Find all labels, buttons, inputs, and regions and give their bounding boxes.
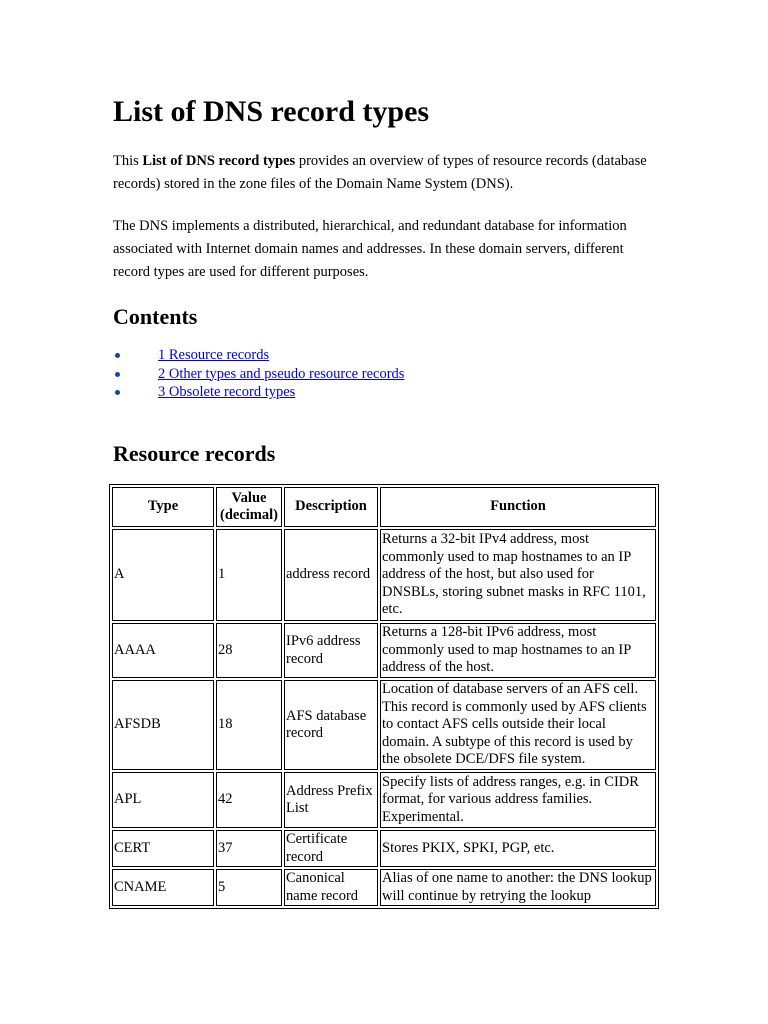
cell-type: AFSDB: [112, 680, 214, 770]
table-of-contents: [113, 346, 404, 402]
cell-function: Returns a 128-bit IPv6 address, most commonly used to map hostnames to an IP address of the host.: [380, 623, 656, 678]
cell-description: Address Prefix List: [284, 772, 378, 828]
page-title: List of DNS record types: [113, 95, 430, 128]
cell-function: Returns a 32-bit IPv4 address, most commonly used to map hostnames to an IP address of the host, but also used for DNSBLs, storing subnet masks in RFC 1101, etc.: [380, 529, 656, 621]
cell-value: 42: [216, 772, 282, 828]
cell-description: address record: [284, 529, 378, 621]
intro-prefix: This: [113, 153, 143, 169]
cell-function: Stores PKIX, SPKI, PGP, etc.: [380, 830, 656, 867]
table-row: [112, 830, 656, 867]
cell-type: CERT: [112, 830, 214, 867]
intro-suffix: provides an overview of types of resource records (database records) stored in the zone files of the Domain Name System (DNS).: [113, 153, 647, 192]
header-type: Type: [112, 487, 214, 527]
cell-description: IPv6 address record: [284, 623, 378, 678]
toc-link-other-types[interactable]: 2 Other types and pseudo resource records: [158, 365, 405, 382]
cell-description: Certificate record: [284, 830, 378, 867]
table-row: [112, 869, 656, 906]
table-header-row: [112, 487, 656, 527]
cell-function: Alias of one name to another: the DNS lookup will continue by retrying the lookup: [380, 869, 656, 906]
cell-type: A: [112, 529, 214, 621]
cell-value: 18: [216, 680, 282, 770]
header-function: Function: [380, 487, 656, 527]
toc-item: [113, 365, 404, 384]
bullet-icon: [115, 353, 120, 358]
toc-link-obsolete-types[interactable]: 3 Obsolete record types: [158, 384, 296, 400]
table-row: [112, 529, 656, 621]
bullet-icon: [115, 372, 120, 377]
dns-description-paragraph: The DNS implements a distributed, hierarchical, and redundant database for information associated with Internet domain names and addresses. In these domain servers, different record types are used for different purposes.: [113, 218, 627, 280]
bullet-icon: [115, 390, 120, 395]
header-value: Value (decimal): [216, 487, 282, 527]
intro-bold-term: List of DNS record types: [142, 153, 296, 169]
table-row: [112, 623, 656, 678]
table-row: [112, 772, 656, 828]
intro-paragraph: [113, 150, 658, 196]
toc-item: [113, 346, 404, 365]
table-row: [112, 680, 656, 770]
cell-value: 37: [216, 830, 282, 867]
cell-function: Specify lists of address ranges, e.g. in CIDR format, for various address families. Experimental.: [380, 772, 656, 828]
resource-records-heading: Resource records: [113, 441, 276, 466]
cell-value: 5: [216, 869, 282, 906]
cell-type: APL: [112, 772, 214, 828]
resource-records-table: [109, 484, 659, 909]
header-description: Description: [284, 487, 378, 527]
toc-link-resource-records[interactable]: 1 Resource records: [158, 347, 270, 363]
cell-value: 28: [216, 623, 282, 678]
toc-item: [113, 383, 404, 402]
cell-description: Canonical name record: [284, 869, 378, 906]
cell-value: 1: [216, 529, 282, 621]
cell-function: Location of database servers of an AFS cell. This record is commonly used by AFS clients to contact AFS cells outside their local domain. A subtype of this record is used by the obsolete DCE/DFS file system.: [380, 680, 656, 770]
cell-description: AFS database record: [284, 680, 378, 770]
cell-type: AAAA: [112, 623, 214, 678]
cell-type: CNAME: [112, 869, 214, 906]
contents-heading: Contents: [113, 304, 198, 329]
